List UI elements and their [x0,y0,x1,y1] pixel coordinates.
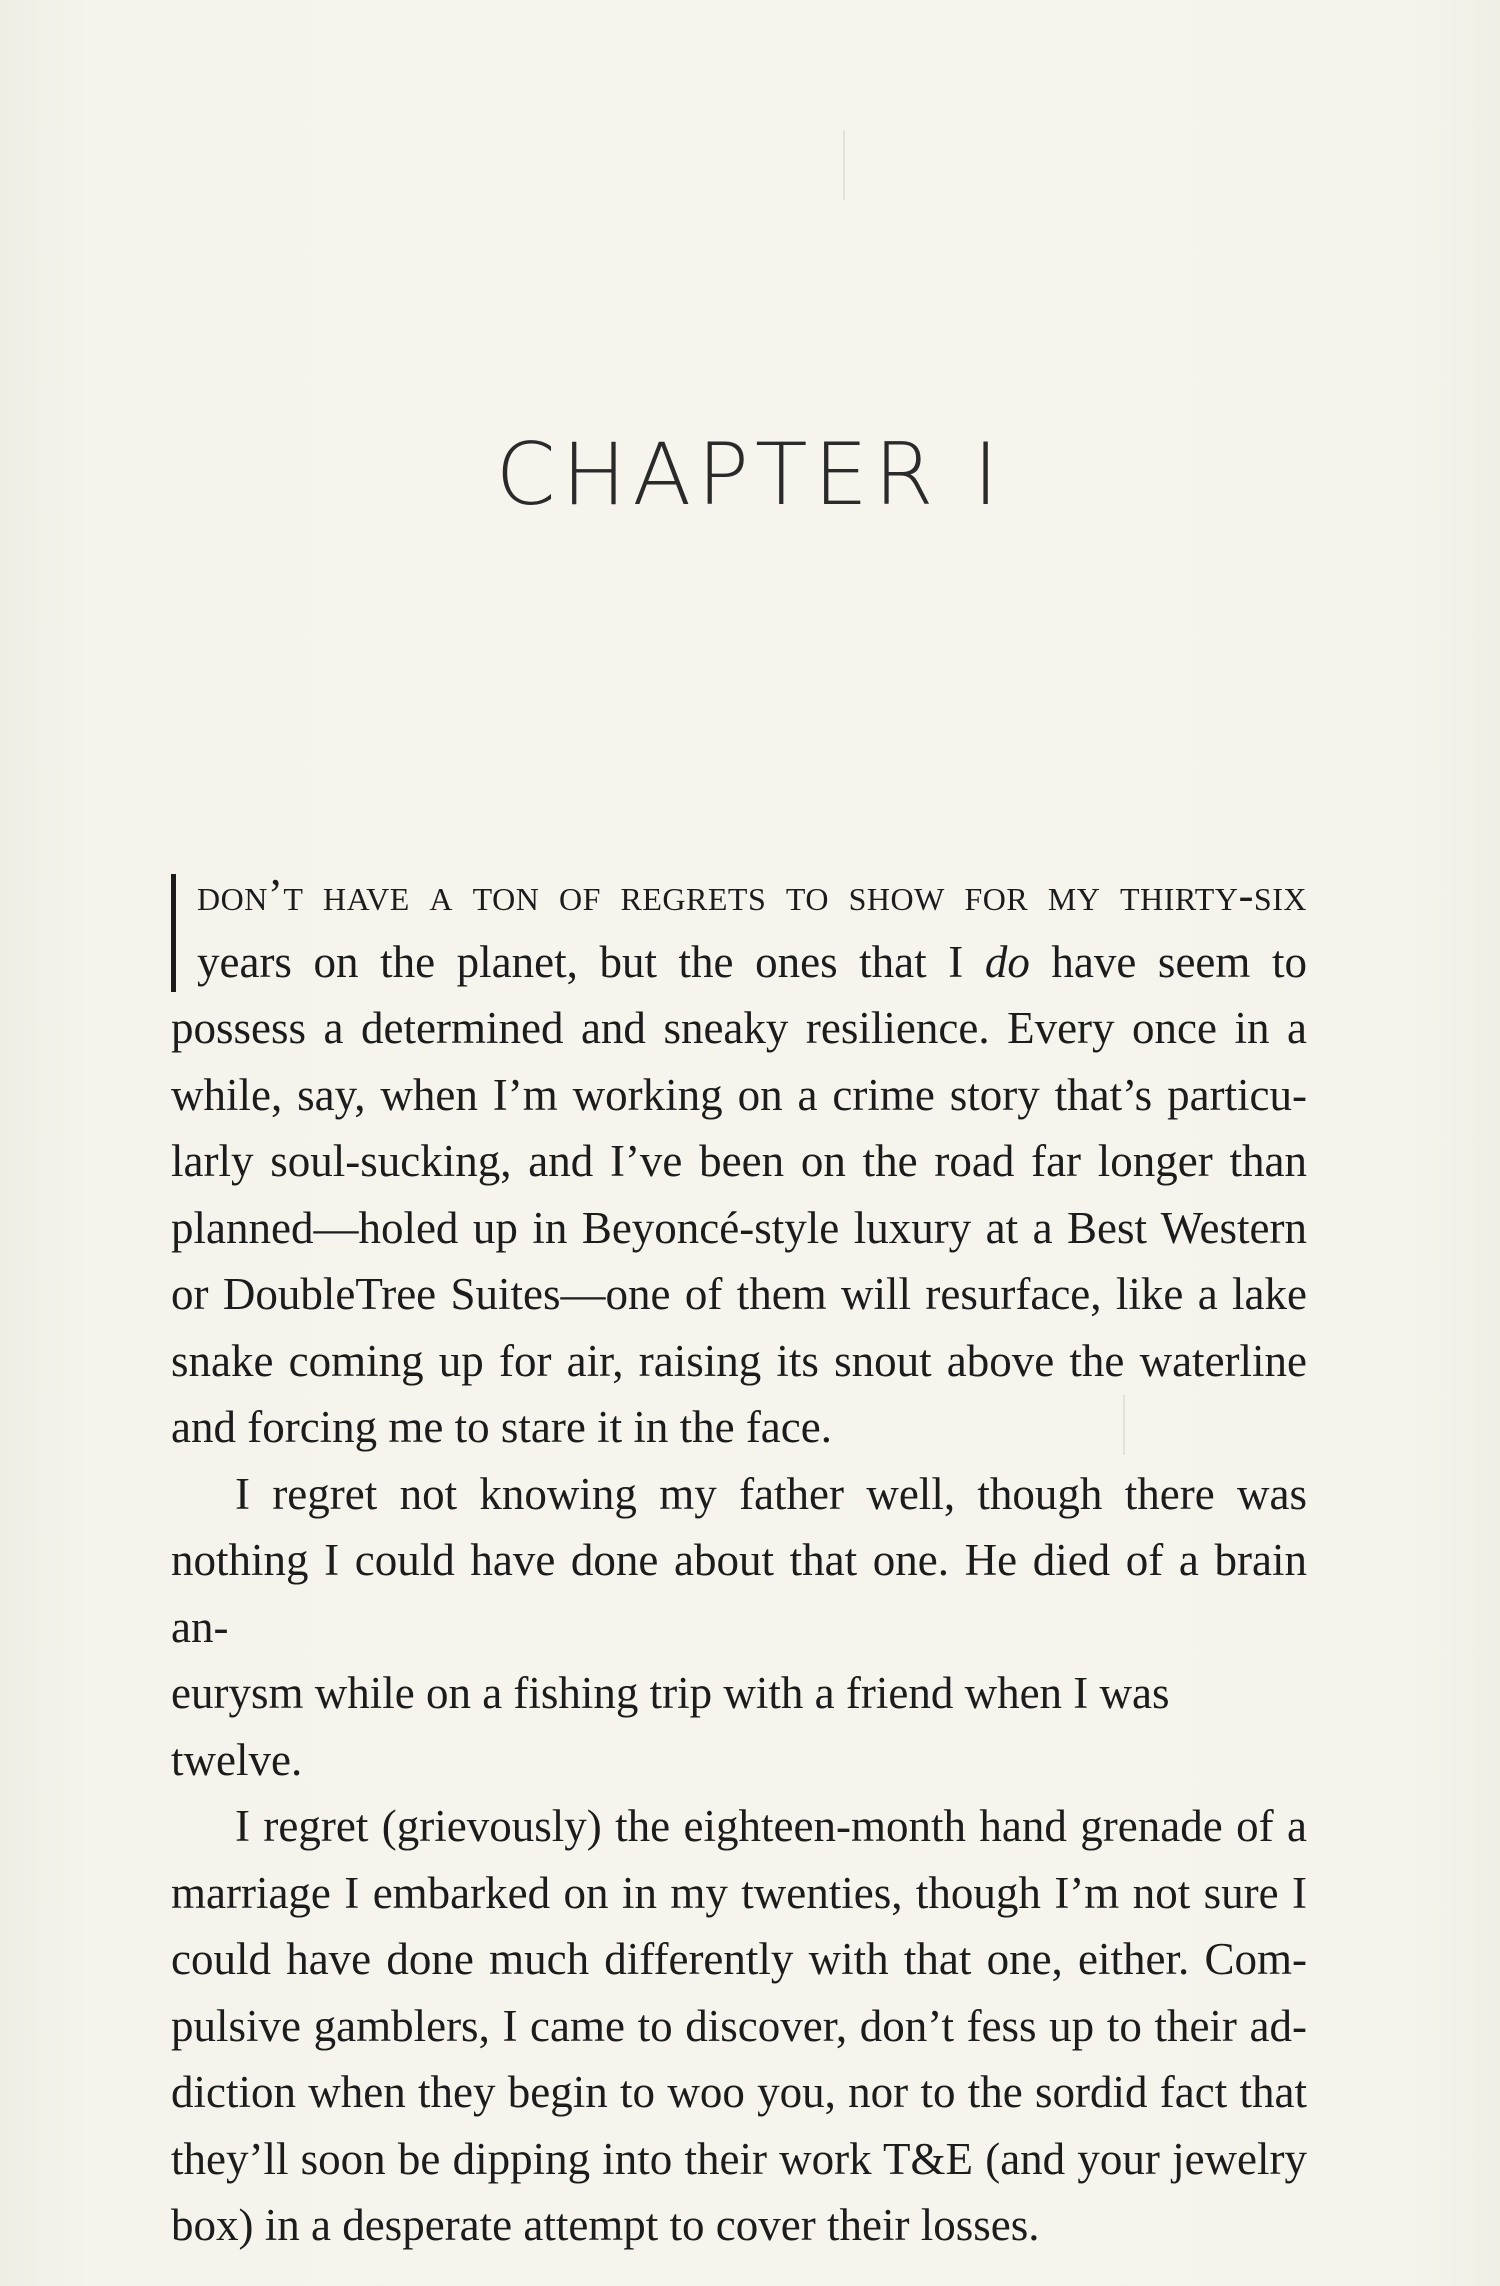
paragraph-2 [171,1461,1307,1794]
text-run: years on the planet, but the ones that I [197,936,985,987]
text-line: snake coming up for air, raising its snout above the waterline [171,1335,1307,1386]
text-line: marriage I embarked on in my twenties, though I’m not sure I [171,1867,1307,1918]
text-line: and forcing me to stare it in the face. [171,1402,832,1452]
text-line: I regret (grievously) the eighteen-month hand grenade of a [235,1801,1307,1851]
text-line: could have done much differently with that one, either. Com- [171,1934,1307,1984]
paragraph-3 [171,1793,1307,2259]
text-run: have seem to [1029,936,1307,987]
text-line: larly soul-sucking, and I’ve been on the road far longer than [171,1136,1307,1186]
text-line: possess a determined and sneaky resilience. Every once in a [171,1003,1307,1053]
paragraph-1 [171,862,1307,995]
scan-speck [843,130,845,200]
text-line: eurysm while on a fishing trip with a friend when I was twelve. [171,1668,1170,1785]
text-line: they’ll soon be dipping into their work T&E (and your jewelry [171,2133,1307,2184]
text-line: I regret not knowing my father well, though there was [235,1468,1307,1519]
text-line: or DoubleTree Suites—one of them will resurface, like a lake [171,1269,1307,1319]
text-line: nothing I could have done about that one. He died of a brain an- [171,1535,1307,1652]
drop-cap-i [171,874,176,992]
opening-smallcaps-line: don’t have a ton of regrets to show for my thirty-six [197,870,1307,920]
text-line: diction when they begin to woo you, nor to the sordid fact that [171,2067,1307,2117]
text-line: planned—holed up in Beyoncé-style luxury at a Best Western [171,1202,1307,1253]
text-line [197,929,1307,996]
paragraph-1-continued [171,995,1307,1461]
text-line: pulsive gamblers, I came to discover, don’t fess up to their ad- [171,2000,1307,2051]
chapter-title: CHAPTER I [495,425,1005,525]
emphasis-do: do [984,936,1030,987]
chapter-body [171,862,1307,2259]
text-line: while, say, when I’m working on a crime story that’s particu- [171,1069,1307,1120]
text-line: box) in a desperate attempt to cover their losses. [171,2200,1040,2250]
